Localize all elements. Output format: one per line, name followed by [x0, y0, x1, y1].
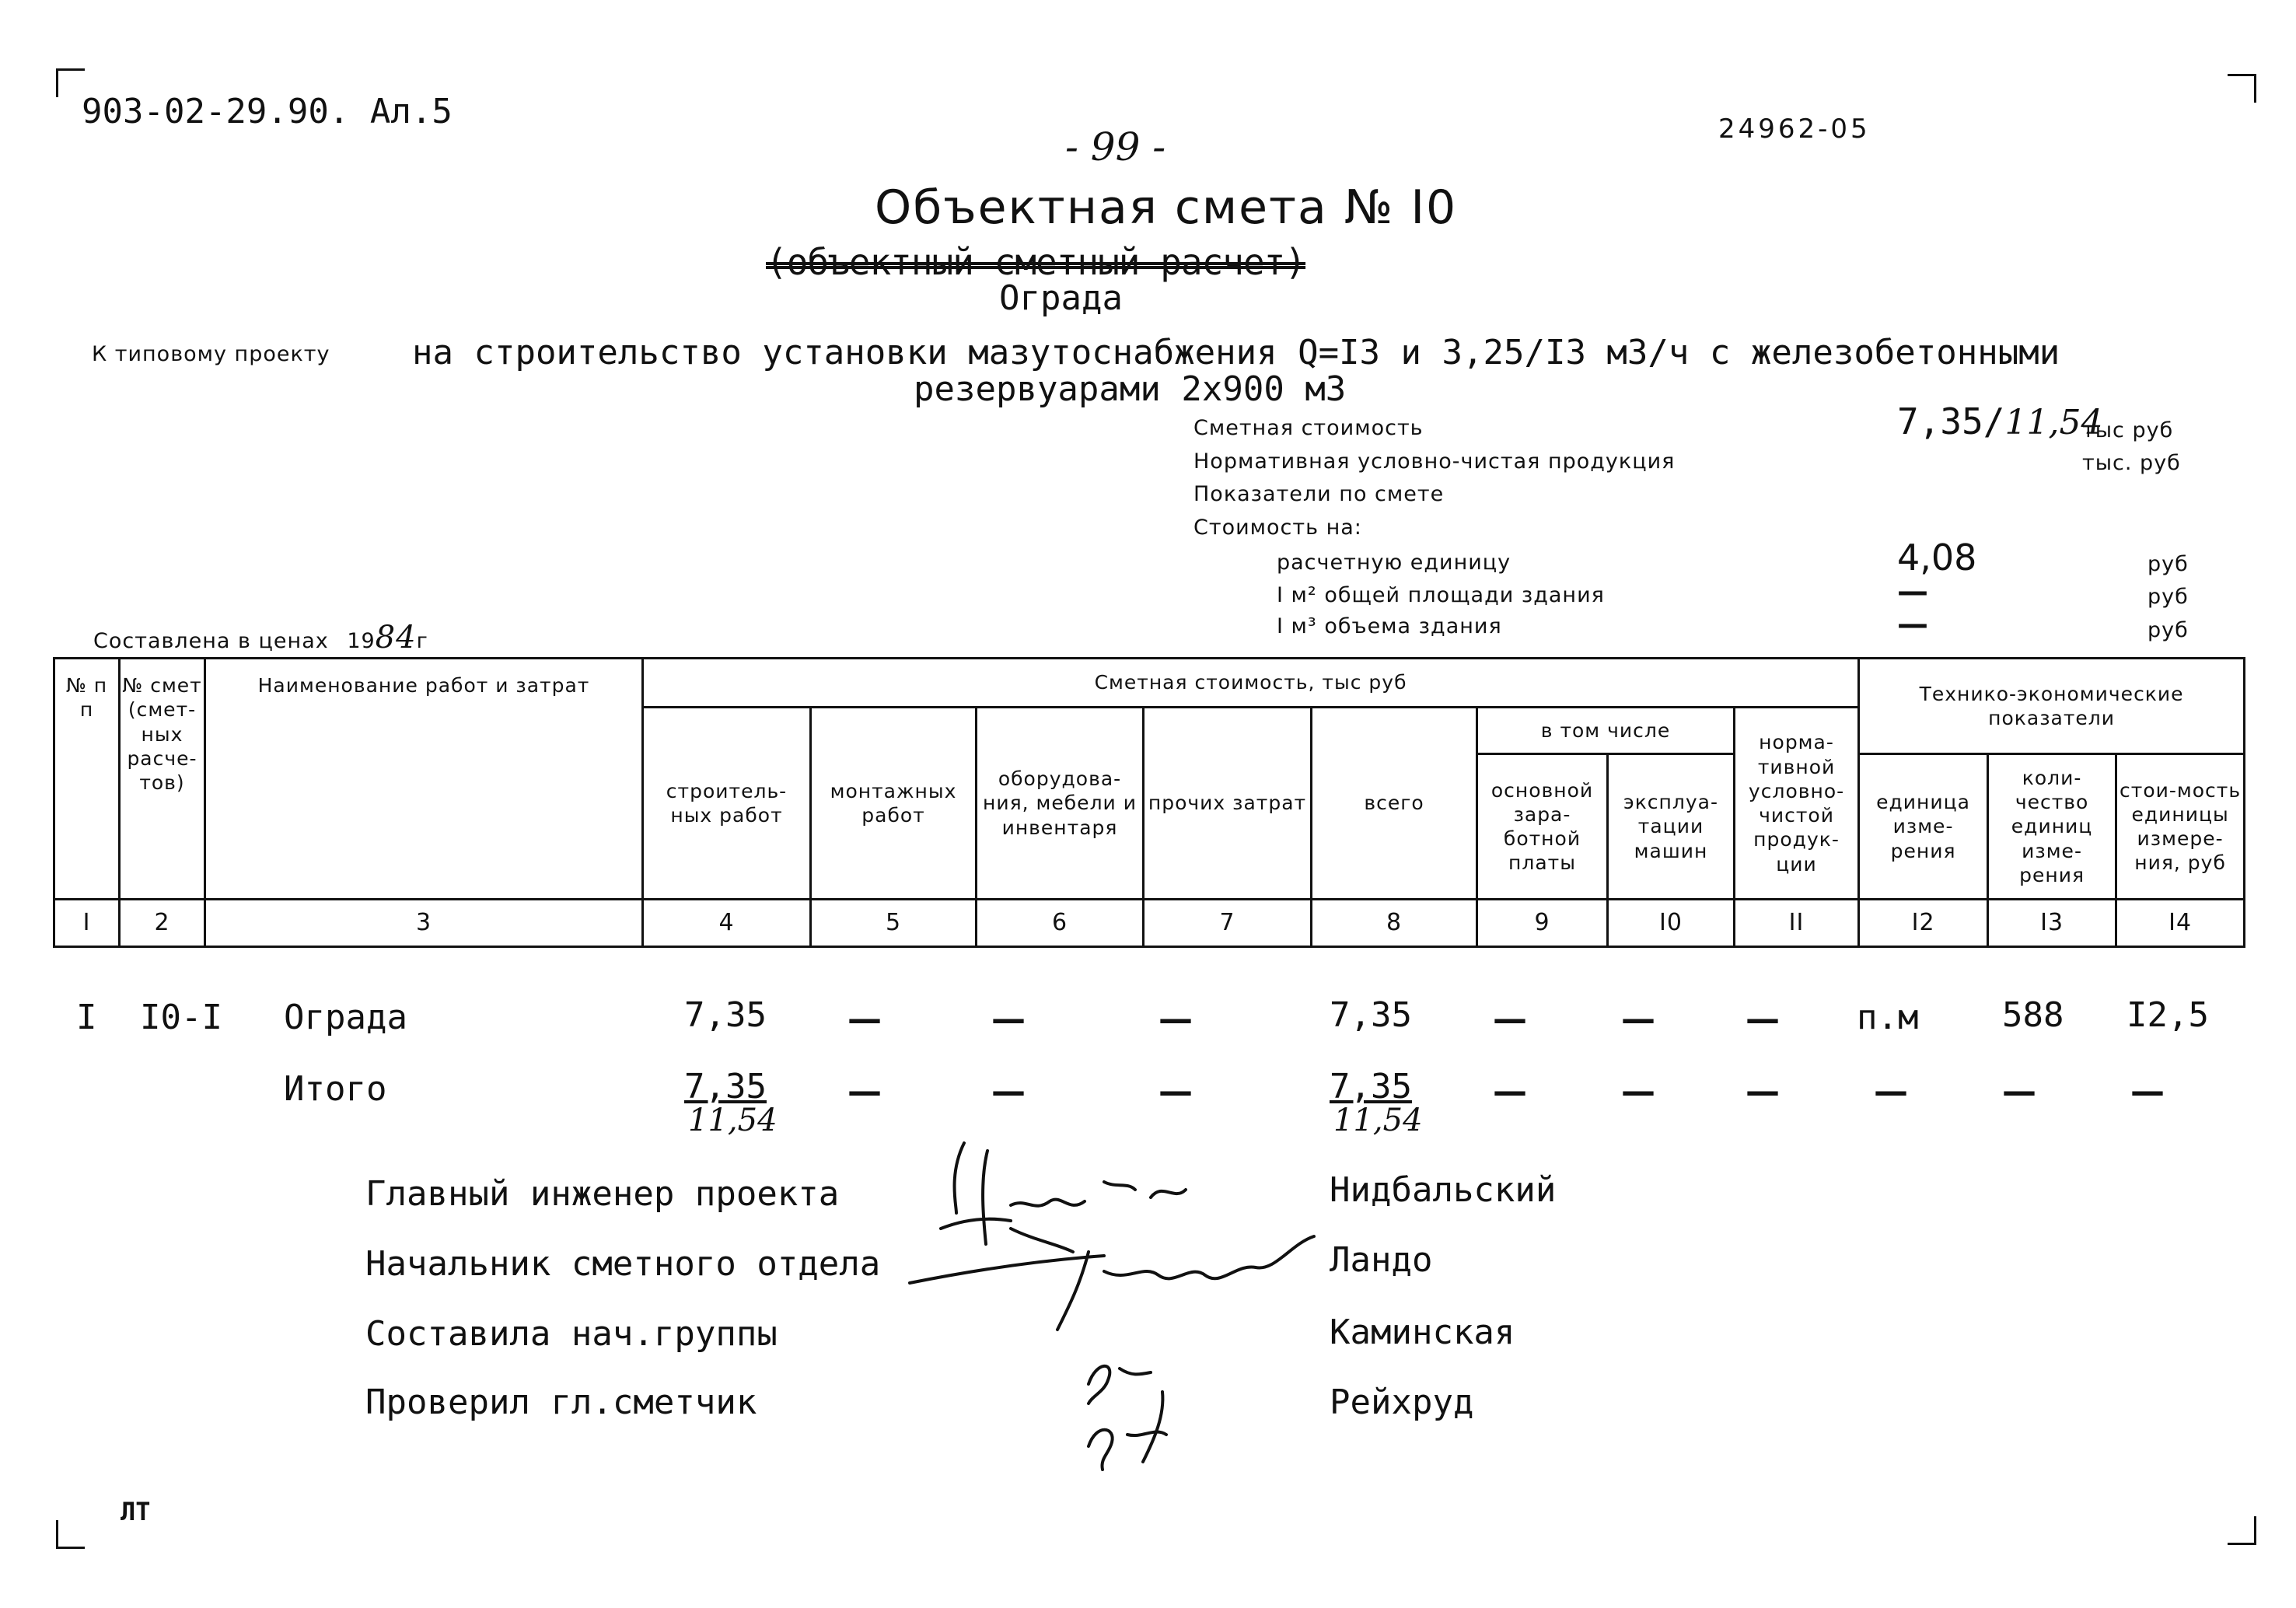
header-other: прочих затрат — [1144, 708, 1312, 900]
column-number: 9 — [1477, 900, 1608, 947]
column-number: I2 — [1859, 900, 1988, 947]
per-area-label: I м² общей площади здания — [1277, 583, 1605, 607]
crossed-out-subtitle — [766, 241, 1305, 283]
signature-name: Нидбальский — [1330, 1170, 1557, 1210]
page-number: - 99 - — [1065, 124, 1166, 170]
estimated-cost-label: Сметная стоимость — [1193, 416, 1424, 440]
corner-mark-bottom-left — [56, 1520, 85, 1549]
prices-year-prefix: 19 — [347, 629, 376, 653]
total-quantity: — — [2002, 1071, 2036, 1111]
per-unit-value: 4,08 — [1897, 537, 1977, 579]
column-number: I4 — [2116, 900, 2245, 947]
indicators-label: Показатели по смете — [1193, 482, 1445, 506]
column-number: II — [1735, 900, 1859, 947]
header-num: № п п — [54, 659, 120, 900]
column-number: I3 — [1988, 900, 2116, 947]
total-other: — — [1158, 1071, 1193, 1111]
row-unit-cost: I2,5 — [2127, 995, 2209, 1035]
footer-mark: ЛТ — [121, 1497, 151, 1526]
signature-name: Рейхруд — [1330, 1383, 1474, 1422]
row-normative: — — [1746, 999, 1780, 1039]
header-wages: основной зара-ботной платы — [1477, 754, 1608, 900]
per-unit-unit: руб — [2147, 552, 2189, 576]
project-line-1: на строительство установки мазутоснабжения Q=I3 и 3,25/I3 м3/ч с железобетонными — [412, 333, 2060, 372]
prices-label: Составлена в ценах — [93, 629, 329, 653]
normative-unit: тыс. руб — [2082, 451, 2181, 475]
column-number: 3 — [205, 900, 643, 947]
signature-role: Главный инженер проекта — [365, 1174, 840, 1214]
row-machines: — — [1621, 999, 1655, 1039]
estimated-cost-unit: тыс руб — [2082, 418, 2174, 442]
estimated-cost-value — [1897, 400, 2102, 442]
row-unit: п.м — [1857, 998, 1919, 1037]
column-number: 4 — [643, 900, 811, 947]
header-unit: единица изме-рения — [1859, 754, 1988, 900]
row-wages: — — [1493, 999, 1527, 1039]
prices-year-handwritten: 84 — [375, 620, 417, 655]
column-number: 5 — [811, 900, 977, 947]
column-number: 6 — [977, 900, 1144, 947]
column-number: 2 — [120, 900, 205, 947]
normative-label: Нормативная условно-чистая продукция — [1193, 449, 1676, 474]
signature-name: Каминская — [1330, 1313, 1515, 1352]
row-num: I — [76, 998, 97, 1037]
per-unit-label: расчетную единицу — [1277, 551, 1511, 575]
estimated-cost-typed: 7,35/ — [1897, 400, 2005, 442]
total-equipment: — — [991, 1071, 1026, 1111]
per-area-unit: руб — [2147, 585, 2189, 609]
column-number: I0 — [1608, 900, 1735, 947]
row-other: — — [1158, 999, 1193, 1039]
header-machines: эксплуа-тации машин — [1608, 754, 1735, 900]
corner-mark-bottom-right — [2228, 1516, 2256, 1545]
header-est-num: № смет (смет-ных расче-тов) — [120, 659, 205, 900]
row-name: Ограда — [284, 998, 407, 1037]
row-quantity: 588 — [2002, 995, 2064, 1035]
signature-role: Начальник сметного отдела — [365, 1244, 881, 1284]
header-unit-cost: стои-мость единицы измере-ния, руб — [2116, 754, 2245, 900]
row-installation: — — [847, 999, 882, 1039]
project-label: К типовому проекту — [92, 342, 330, 366]
cost-on-label: Стоимость на: — [1193, 516, 1362, 540]
total-construction-handwritten: 11,54 — [688, 1103, 778, 1138]
per-area-value: — — [1897, 574, 1928, 610]
total-construction: 7,35 — [684, 1067, 767, 1106]
per-volume-unit: руб — [2147, 618, 2189, 642]
header-total: всего — [1312, 708, 1477, 900]
crossed-out-text: (объектный сметный расчет) — [766, 241, 1306, 283]
total-wages: — — [1493, 1071, 1527, 1111]
corner-mark-top-right — [2228, 74, 2256, 103]
inventory-number: 24962-05 — [1718, 114, 1871, 145]
doc-code: 903-02-29.90. Ал.5 — [82, 92, 453, 131]
total-installation: — — [847, 1071, 882, 1111]
column-number: I — [54, 900, 120, 947]
estimated-cost-handwritten: 11,54 — [2004, 403, 2103, 442]
total-normative: — — [1746, 1071, 1780, 1111]
header-construction: строитель-ных работ — [643, 708, 811, 900]
signature-name: Ландо — [1330, 1240, 1433, 1280]
header-including: в том числе — [1477, 708, 1735, 754]
total-total-handwritten: 11,54 — [1333, 1103, 1423, 1138]
total-machines: — — [1621, 1071, 1655, 1111]
total-unit: — — [1874, 1071, 1908, 1111]
row-equipment: — — [991, 999, 1026, 1039]
prices-line — [93, 620, 428, 655]
header-equipment: оборудова-ния, мебели и инвентаря — [977, 708, 1144, 900]
column-number: 8 — [1312, 900, 1477, 947]
header-installation: монтажных работ — [811, 708, 977, 900]
row-construction: 7,35 — [684, 995, 767, 1035]
handwritten-signatures — [894, 1127, 1330, 1485]
total-total: 7,35 — [1330, 1067, 1412, 1106]
total-unit-cost: — — [2130, 1071, 2165, 1111]
row-est-num: I0-I — [140, 998, 222, 1037]
header-normative: норма-тивной условно-чистой продук-ции — [1735, 708, 1859, 900]
estimate-title: Объектная смета № I0 — [875, 180, 1458, 235]
total-name: Итого — [284, 1069, 387, 1109]
corner-mark-top-left — [56, 68, 85, 97]
row-total: 7,35 — [1330, 995, 1412, 1035]
header-name: Наименование работ и затрат — [205, 659, 643, 900]
per-volume-label: I м³ объема здания — [1277, 614, 1502, 638]
header-tech-group: Технико-экономические показатели — [1859, 659, 2245, 754]
signature-role: Составила нач.группы — [365, 1314, 778, 1354]
prices-year-suffix: г — [416, 629, 428, 653]
signature-role: Проверил гл.сметчик — [365, 1383, 757, 1422]
header-quantity: коли-чество единиц изме-рения — [1988, 754, 2116, 900]
header-cost-group: Сметная стоимость, тыс руб — [643, 659, 1859, 708]
project-line-2: резервуарами 2х900 м3 — [914, 369, 1347, 409]
column-number: 7 — [1144, 900, 1312, 947]
estimate-table — [53, 657, 2245, 948]
per-volume-value: — — [1897, 606, 1928, 642]
object-name: Ограда — [999, 278, 1123, 318]
